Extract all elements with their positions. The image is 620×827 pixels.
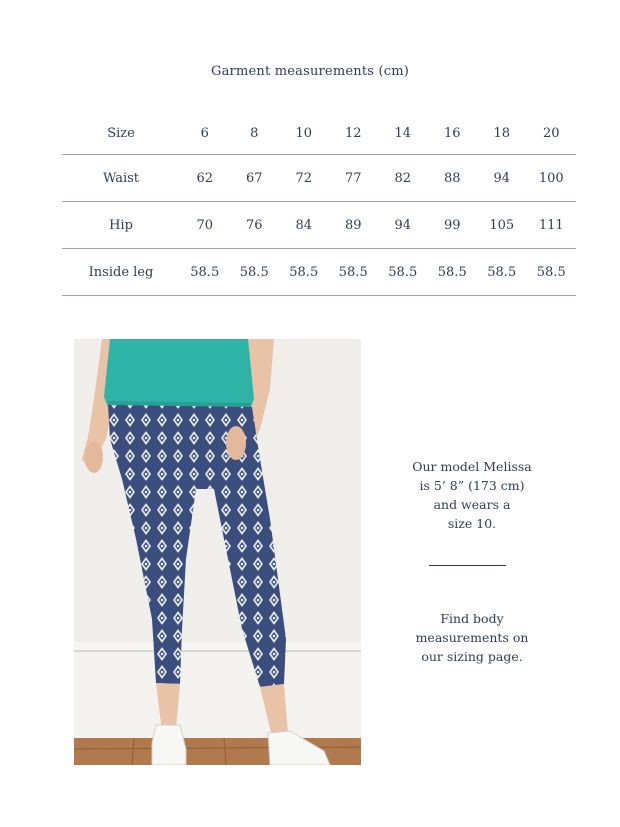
table-cell: 58.5 (378, 249, 428, 296)
table-cell: 58.5 (527, 249, 577, 296)
table-cell: 58.5 (230, 249, 280, 296)
table-cell: 94 (477, 155, 527, 202)
measurements-table (62, 112, 576, 296)
page-title: Garment measurements (cm) (211, 64, 409, 79)
sizing-note-line: our sizing page. (421, 649, 523, 664)
table-cell: 84 (279, 202, 329, 249)
table-header-cell: Size (62, 112, 180, 155)
sizing-note-line: Find body (440, 611, 504, 626)
table-cell: 88 (428, 155, 478, 202)
model-info-line: size 10. (447, 516, 497, 531)
table-cell: 94 (378, 202, 428, 249)
table-cell: 58.5 (180, 249, 230, 296)
table-header-cell: 6 (180, 112, 230, 155)
table-header-cell: 10 (279, 112, 329, 155)
table-cell: 72 (279, 155, 329, 202)
table-header-cell: 20 (527, 112, 577, 155)
table-cell: 58.5 (329, 249, 379, 296)
model-photo-illustration (74, 339, 361, 765)
model-info-line: Our model Melissa (412, 459, 532, 474)
sizing-note-line: measurements on (415, 630, 529, 645)
table-cell: 58.5 (279, 249, 329, 296)
model-info-line: and wears a (433, 497, 511, 512)
divider (429, 565, 506, 566)
model-info-line: is 5’ 8” (173 cm) (419, 478, 525, 493)
table-cell: 70 (180, 202, 230, 249)
table-row-label: Hip (62, 202, 180, 249)
sizing-note (382, 609, 562, 666)
table-header-cell: 12 (329, 112, 379, 155)
table-row-label: Waist (62, 155, 180, 202)
table-row-label: Inside leg (62, 249, 180, 296)
table-cell: 58.5 (477, 249, 527, 296)
model-photo (74, 339, 361, 765)
model-info (382, 457, 562, 533)
table-row (62, 155, 576, 202)
table-header-row (62, 112, 576, 155)
table-cell: 77 (329, 155, 379, 202)
table-cell: 82 (378, 155, 428, 202)
table-cell: 58.5 (428, 249, 478, 296)
table-cell: 99 (428, 202, 478, 249)
table-cell: 89 (329, 202, 379, 249)
table-cell: 111 (527, 202, 577, 249)
table-cell: 62 (180, 155, 230, 202)
table-cell: 105 (477, 202, 527, 249)
table-cell: 67 (230, 155, 280, 202)
table-cell: 100 (527, 155, 577, 202)
table-header-cell: 14 (378, 112, 428, 155)
table-header-cell: 16 (428, 112, 478, 155)
table-header-cell: 18 (477, 112, 527, 155)
table-row (62, 249, 576, 296)
table-header-cell: 8 (230, 112, 280, 155)
table-row (62, 202, 576, 249)
table-cell: 76 (230, 202, 280, 249)
